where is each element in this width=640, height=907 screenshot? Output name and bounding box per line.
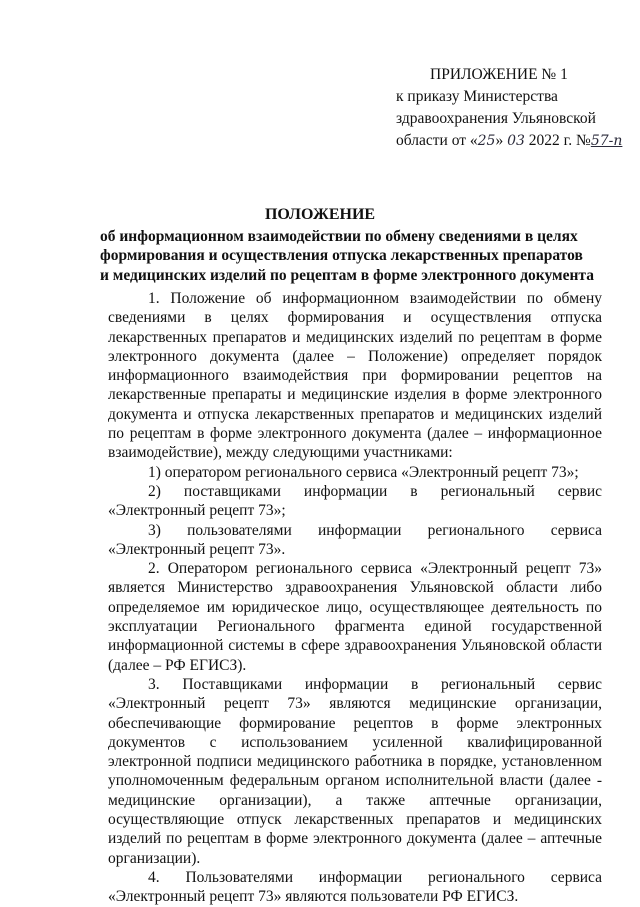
appendix-date-prefix: области от « [396,132,478,149]
document-heading [100,205,594,285]
appendix-block [396,64,626,152]
appendix-line-2: здравоохранения Ульяновской [396,110,596,127]
order-month-handwritten: 03 [507,133,525,149]
appendix-year: 2022 г. № [528,132,591,149]
appendix-line-3 [396,130,626,152]
paragraph-2: 2. Оператором регионального сервиса «Электронный рецепт 73» является Министерство здравоохранения Ульяновской области либо определяемое им юридическое лицо, осуществляющее деятельность по эксплуатации Регионального фрагмента единой государственной информационной системы в сфере здравоохранения Ульяновской области (далее – РФ ЕГИСЗ). [108,560,602,674]
appendix-title: ПРИЛОЖЕНИЕ № 1 [430,66,568,83]
paragraph-4: 4. Пользователями информации регионального сервиса «Электронный рецепт 73» являются пользователи РФ ЕГИСЗ. [108,868,602,906]
appendix-quote-close: » [495,132,504,149]
list-item-2: 2) поставщиками информации в региональный сервис «Электронный рецепт 73»; [108,482,602,520]
order-number-handwritten: 57-п [590,133,623,149]
paragraph-3: 3. Поставщиками информации в региональный сервис «Электронный рецепт 73» являются медицинские организации, обеспечивающие формирование рецептов в форме электронных документов с использованием усиленной квалифицированной электронной подписи медицинского работника в порядке, установленном уполномоченным федеральным органом исполнительной власти (далее - медицинские организации), а также аптечные организации, осуществляющие отпуск лекарственных препаратов и медицинских изделий по рецептам в форме электронного документа (далее – аптечные организации). [108,675,602,867]
list-item-1: 1) оператором регионального сервиса «Электронный рецепт 73»; [148,463,579,481]
document-body [108,289,602,907]
appendix-line-1: к приказу Министерства [396,88,558,105]
document-title: ПОЛОЖЕНИЕ [264,206,376,223]
heading-line-1: об информационном взаимодействии по обмену сведениями в целях [100,227,578,245]
heading-line-2: формирования и осуществления отпуска лекарственных препаратов [100,247,583,264]
order-day-handwritten: 25 [477,133,496,149]
list-item-3: 3) пользователями информации регионального сервиса «Электронный рецепт 73». [108,521,602,558]
paragraph-1: 1. Положение об информационном взаимодействии по обмену сведениями в целях формирования и осуществления отпуска лекарственных препаратов и медицинских изделий по рецептам в форме электронного документа (далее – Положение) определяет порядок информационного взаимодействия при формировании рецептов на лекарственные препараты и медицинские изделия в форме электронного документа и отпуска лекарственных препаратов и медицинских изделий по рецептам в форме электронного документа (далее – информационное взаимодействие), между следующими участниками: [108,290,602,462]
heading-line-3: и медицинских изделий по рецептам в форме электронного документа [100,266,594,284]
